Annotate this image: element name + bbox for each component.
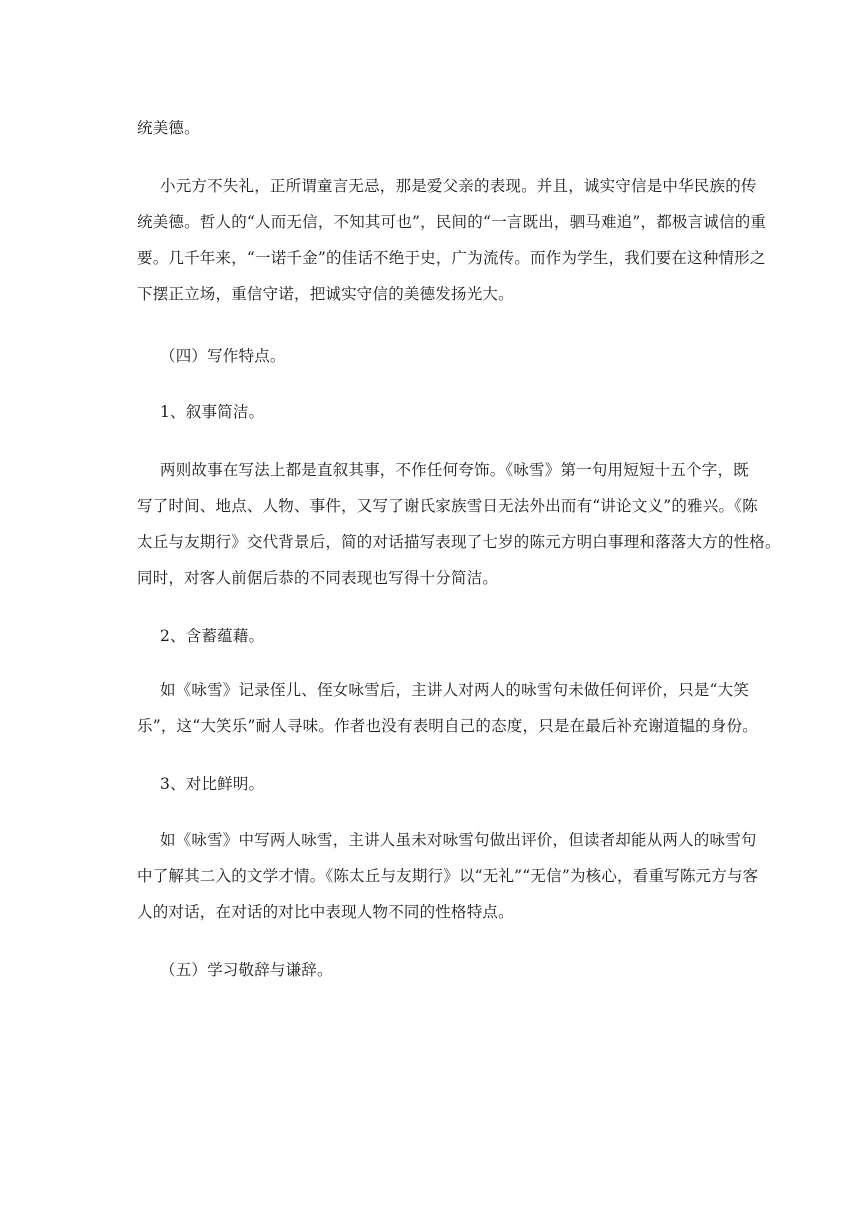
subsection-heading: 1、叙事简洁。 — [160, 403, 265, 421]
text-line: 写了时间、地点、人物、事件，又写了谢氏家族雪日无法外出而有“讲论文义”的雅兴。《陈 — [137, 497, 758, 515]
text-line: 统美德。哲人的“人而无信，不知其可也”，民间的“一言既出，驷马难追”，都极言诚信的重 — [137, 213, 767, 231]
text-line: 中了解其二入的文学才情。《陈太丘与友期行》以“无礼”“无信”为核心，看重写陈元方与客 — [137, 867, 759, 885]
text-line: 两则故事在写法上都是直叙其事，不作任何夸饰。《咏雪》第一句用短短十五个字，既 — [160, 461, 749, 479]
text-line: 要。几千年来，“一诺千金”的佳话不绝于史，广为流传。而作为学生，我们要在这种情形之 — [137, 249, 766, 267]
text-line: 乐”，这“大笑乐”耐人寻味。作者也没有表明自己的态度，只是在最后补充谢道韫的身份。 — [137, 717, 758, 735]
text-line: 如《咏雪》中写两人咏雪，主讲人虽未对咏雪句做出评价，但读者却能从两人的咏雪句 — [160, 831, 757, 849]
subsection-heading: 2、含蓄蕴藉。 — [160, 627, 265, 645]
text-line: 如《咏雪》记录侄儿、侄女咏雪后，主讲人对两人的咏雪句未做任何评价，只是“大笑 — [160, 681, 750, 699]
section-heading: （四）写作特点。 — [160, 347, 286, 365]
text-line: 同时，对客人前倨后恭的不同表现也写得十分简洁。 — [137, 569, 499, 587]
text-line: 太丘与友期行》交代背景后，简的对话描写表现了七岁的陈元方明白事理和落落大方的性格。 — [137, 533, 781, 551]
text-line: 人的对话，在对话的对比中表现人物不同的性格特点。 — [137, 903, 514, 921]
text-line: 下摆正立场，重信守诺，把诚实守信的美德发扬光大。 — [137, 285, 514, 303]
text-line: 统美德。 — [137, 119, 200, 137]
text-line: 小元方不失礼，正所谓童言无忌，那是爱父亲的表现。并且，诚实守信是中华民族的传 — [160, 177, 757, 195]
subsection-heading: 3、对比鲜明。 — [160, 775, 265, 793]
section-heading: （五）学习敬辞与谦辞。 — [160, 961, 333, 979]
